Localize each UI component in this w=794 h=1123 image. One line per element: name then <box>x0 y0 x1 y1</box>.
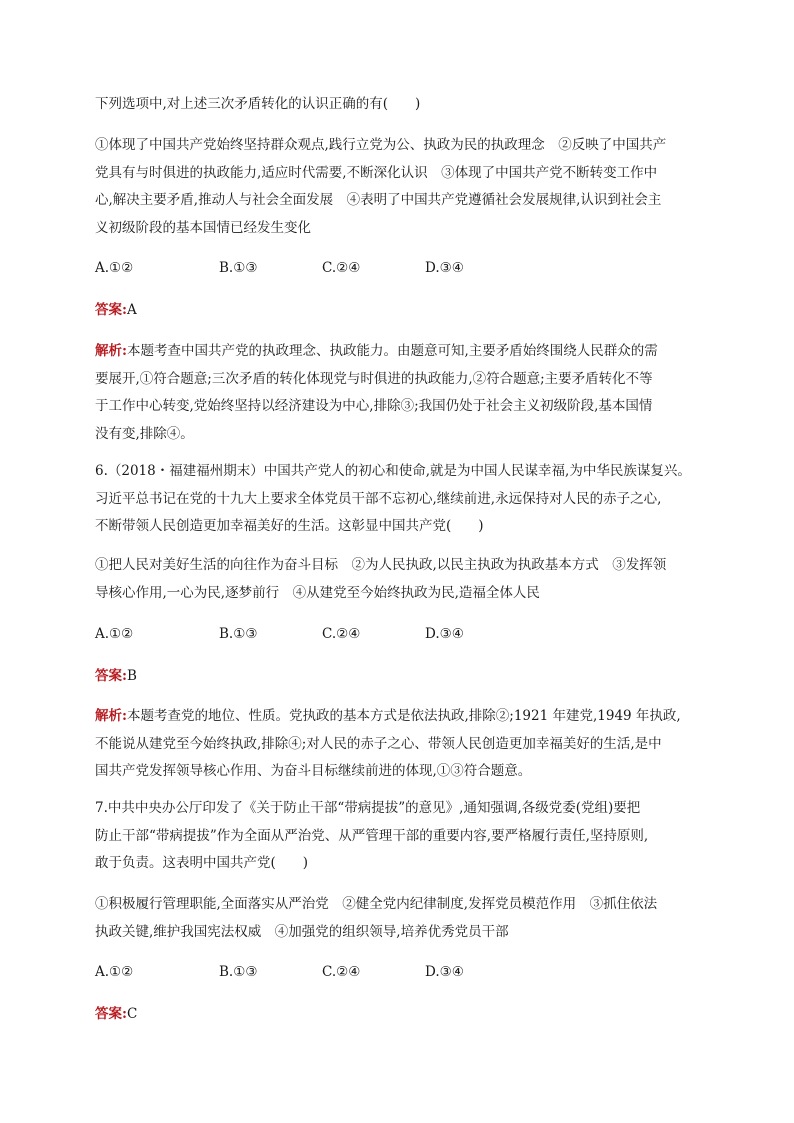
answer-value: A <box>126 302 137 318</box>
q5-option-c[interactable]: C.②④ <box>322 260 361 276</box>
q5-statement-line: ①体现了中国共产党始终坚持群众观点,践行立党为公、执政为民的执政理念 ②反映了中国共产 <box>95 137 667 153</box>
q5-statement-line: 党具有与时俱进的执政能力,适应时代需要,不断深化认识 ③体现了中国共产党不断转变工作中 <box>95 164 658 181</box>
analysis-label: 解析: <box>95 708 127 724</box>
q6-option-b[interactable]: B.①③ <box>219 626 258 642</box>
q5-analysis-line: 要展开,①符合题意;三次矛盾的转化体现党与时俱进的执政能力,②符合题意;主要矛盾转化不等 <box>95 370 653 387</box>
answer-label: 答案: <box>95 1006 127 1022</box>
q6-statement-line: 导核心作用,一心为民,逐梦前行 ④从建党至今始终执政为民,造福全体人民 <box>95 584 540 601</box>
q6-stem-line: 不断带领人民创造更加幸福美好的生活。这彰显中国共产党( ) <box>95 518 484 534</box>
q6-analysis-line: 国共产党发挥领导核心作用、为奋斗目标继续前进的体现,①③符合题意。 <box>95 763 532 779</box>
q5-option-b[interactable]: B.①③ <box>219 260 258 276</box>
q5-stem <box>95 91 705 119</box>
analysis-text: 本题考查中国共产党的执政理念、执政能力。由题意可知,主要矛盾始终围绕人民群众的需 <box>126 343 658 359</box>
q7-option-d[interactable]: D.③④ <box>425 964 464 980</box>
analysis-text: 本题考查党的地位、性质。党执政的基本方式是依法执政,排除②;1921 年建党,1949 年执政, <box>126 708 681 724</box>
q6-statement-line: ①把人民对美好生活的向往作为奋斗目标 ②为人民执政,以民主执政为执政基本方式 ③发挥领 <box>95 557 667 573</box>
q7-answer <box>95 1004 137 1024</box>
q6-option-a[interactable]: A.①② <box>95 626 134 642</box>
q7-option-a[interactable]: A.①② <box>95 964 134 980</box>
q7-stem-line: 敢于负责。这表明中国共产党( ) <box>95 855 309 871</box>
q6-option-d[interactable]: D.③④ <box>425 626 464 642</box>
q5-analysis-line: 没有变,排除④。 <box>95 425 194 442</box>
q5-analysis-line: 于工作中心转变,党始终坚持以经济建设为中心,排除③;我国仍处于社会主义初级阶段,基本国情 <box>95 398 653 414</box>
q6-statements <box>95 552 705 607</box>
q7-option-c[interactable]: C.②④ <box>322 964 361 980</box>
q5-options <box>95 258 705 278</box>
answer-value: C <box>126 1006 138 1022</box>
q5-statement-line: 义初级阶段的基本国情已经发生变化 <box>95 219 311 236</box>
q6-stem-line: 6.（2018・福建福州期末）中国共产党人的初心和使命,就是为中国人民谋幸福,为中华民族谋复兴。 <box>95 463 691 479</box>
q5-analysis-line <box>95 338 705 366</box>
q6-option-c[interactable]: C.②④ <box>322 626 361 642</box>
answer-label: 答案: <box>95 302 127 318</box>
q7-option-b[interactable]: B.①③ <box>219 964 258 980</box>
q6-analysis-line: 不能说从建党至今始终执政,排除④;对人民的赤子之心、带领人民创造更加幸福美好的生活,是中 <box>95 735 662 752</box>
q5-option-a[interactable]: A.①② <box>95 260 134 276</box>
q6-stem <box>95 458 705 541</box>
answer-label: 答案: <box>95 668 127 684</box>
q5-statement-line: 心,解决主要矛盾,推动人与社会全面发展 ④表明了中国共产党遵循社会发展规律,认识到社会主 <box>95 192 662 208</box>
q5-answer <box>95 300 137 320</box>
q6-analysis <box>95 703 705 786</box>
q7-stem-line: 防止干部“带病提拔”作为全面从严治党、从严管理干部的重要内容,要严格履行责任,坚持原则, <box>95 827 649 844</box>
q5-statements <box>95 132 705 242</box>
q5-option-d[interactable]: D.③④ <box>425 260 464 276</box>
q7-options <box>95 962 705 982</box>
q7-statements <box>95 891 705 946</box>
q6-analysis-line <box>95 703 705 731</box>
q5-analysis <box>95 338 705 448</box>
q7-stem <box>95 795 705 878</box>
q7-statement-line: 执政关键,维护我国宪法权威 ④加强党的组织领导,培养优秀党员干部 <box>95 923 509 940</box>
q6-stem-line: 习近平总书记在党的十九大上要求全体党员干部不忘初心,继续前进,永远保持对人民的赤子之心, <box>95 490 662 507</box>
answer-value: B <box>126 668 137 684</box>
q7-statement-line: ①积极履行管理职能,全面落实从严治党 ②健全党内纪律制度,发挥党员模范作用 ③抓住依法 <box>95 896 658 912</box>
q5-stem-line: 下列选项中,对上述三次矛盾转化的认识正确的有( ) <box>95 96 421 112</box>
q6-answer <box>95 666 137 686</box>
q7-stem-line: 7.中共中央办公厅印发了《关于防止干部“带病提拔”的意见》,通知强调,各级党委(党组)要把 <box>95 800 641 816</box>
analysis-label: 解析: <box>95 343 127 359</box>
q6-options <box>95 624 705 644</box>
